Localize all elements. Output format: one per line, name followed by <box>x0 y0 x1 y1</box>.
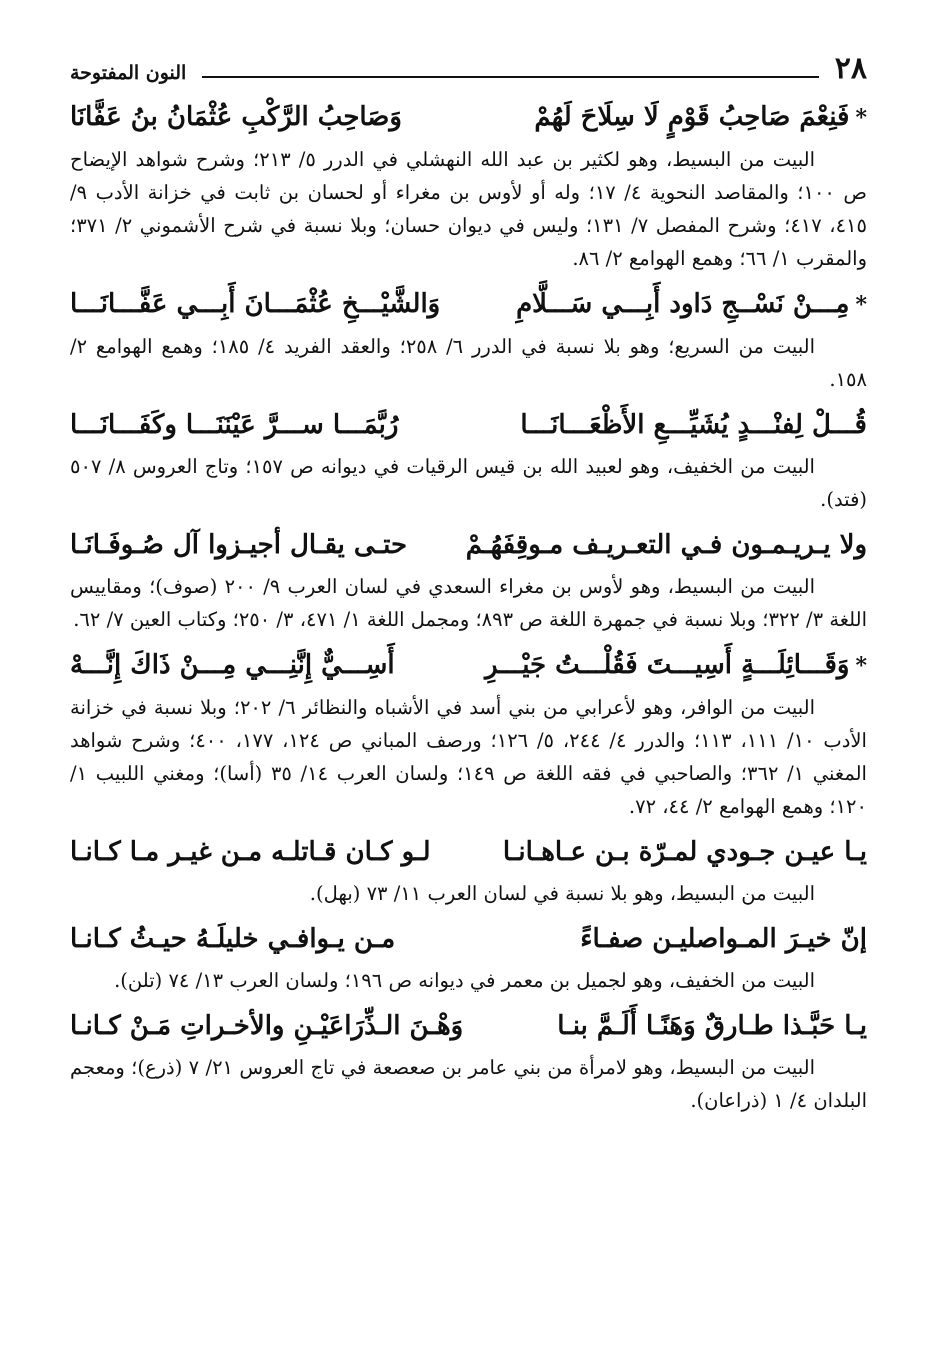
verse-first-hemistich: وَقَـــائِلَـــةٍ أَسِيـــتَ فَقُلْـــتُ جَيْـــرِ <box>485 650 850 680</box>
verse-first-hemistich: قُـــلْ لِفنْـــدٍ يُشَيِّـــعِ الأَظْعَـــانَـــا <box>520 410 867 440</box>
verse-entry <box>70 642 867 823</box>
verse-line <box>70 94 867 141</box>
verse-commentary: البيت من البسيط، وهو بلا نسبة في لسان العرب ١١/ ٧٣ (بهل). <box>309 882 815 905</box>
verse-second-hemistich: حتـى يقـال أجيـزوا آل صُـوفَـانَـا <box>70 530 408 560</box>
verse-line <box>70 1003 867 1049</box>
verse-second-hemistich: وَالشَّيْـــخِ عُثْمَـــانَ أَبِـــي عَفَّـــانَـــا <box>70 289 441 319</box>
verse-entry <box>70 916 867 997</box>
page-header <box>70 50 867 84</box>
verse-second-hemistich: مـن يـوافـي خليلَـهُ حيـثُ كـانـا <box>70 924 396 954</box>
verse-commentary: البيت من البسيط، وهو لكثير بن عبد الله النهشلي في الدرر ٥/ ٢١٣؛ وشرح شواهد الإيضاح ص ١٠٠؛ والمقاصد النحوية ٤/ ١٧؛ وله أو لأوس بن مغراء أو لحسان بن ثابت في خزانة الأدب ٩/ ٤١٥، ٤١٧؛ وشرح المفصل ٧/ ١٣١؛ وليس في ديوان حسان؛ وبلا نسبة في شرح الأشموني ٢/ ٣٧١؛ والمقرب ١/ ٦٦؛ وهمع الهوامع ٢/ ٨٦. <box>70 148 867 270</box>
header-rule <box>202 76 818 78</box>
star-marker: * <box>855 292 867 318</box>
verse-line <box>70 829 867 875</box>
verse-first-hemistich: ولا يـريـمـون فـي التعـريـف مـوقِفَهُـمْ <box>465 530 867 560</box>
verse-commentary: البيت من الخفيف، وهو لعبيد الله بن قيس الرقيات في ديوانه ص ١٥٧؛ وتاج العروس ٨/ ٥٠٧ (فتد). <box>70 455 867 511</box>
verse-entries <box>70 94 867 1117</box>
verse-first-hemistich: فَنِعْمَ صَاحِبُ قَوْمٍ لَا سِلَاحَ لَهُمْ <box>534 102 850 132</box>
verse-commentary: البيت من البسيط، وهو لامرأة من بني عامر بن صعصعة في تاج العروس ٢١/ ٧ (ذرع)؛ ومعجم البلدان ٤/ ١ (ذراعان). <box>70 1056 867 1112</box>
verse-first-hemistich: يـا حَبَّـذا طـارقٌ وَهَنًـا أَلَـمَّ بنـا <box>557 1011 867 1041</box>
verse-commentary: البيت من الخفيف، وهو لجميل بن معمر في ديوانه ص ١٩٦؛ ولسان العرب ١٣/ ٧٤ (تلن). <box>114 969 815 992</box>
verse-entry <box>70 281 867 396</box>
star-marker: * <box>855 105 867 131</box>
verse-entry <box>70 1003 867 1117</box>
verse-line <box>70 281 867 328</box>
verse-entry <box>70 94 867 275</box>
verse-commentary: البيت من الوافر، وهو لأعرابي من بني أسد في الأشباه والنظائر ٦/ ٢٠٢؛ وبلا نسبة في خزانة الأدب ١٠/ ١١١، ١١٣؛ والدرر ٤/ ٢٤٤، ٥/ ١٢٦؛ ورصف المباني ص ١٢٤، ١٧٧، ٤٠٠؛ وشرح شواهد المغني ١/ ٣٦٢؛ والصاحبي في فقه اللغة ص ١٤٩؛ ولسان العرب ١٤/ ٣٥ (أسا)؛ ومغني اللبيب ١/ ١٢٠؛ وهمع الهوامع ٢/ ٤٤، ٧٢. <box>70 696 867 818</box>
verse-commentary: البيت من السريع؛ وهو بلا نسبة في الدرر ٦/ ٢٥٨؛ والعقد الفريد ٤/ ١٨٥؛ وهمع الهوامع ٢/ ١٥٨. <box>70 335 867 391</box>
verse-second-hemistich: وَصَاحِبُ الرَّكْبِ عُثْمَانُ بنُ عَفَّانَا <box>70 102 402 132</box>
verse-first-hemistich: مِـــنْ نَسْــجِ دَاود أَبِـــي سَـــلَّامِ <box>516 289 850 319</box>
verse-first-hemistich: يـا عيـن جـودي لمـرّة بـن عـاهـانـا <box>502 837 867 867</box>
running-title: النون المفتوحة <box>70 62 187 84</box>
verse-commentary: البيت من البسيط، وهو لأوس بن مغراء السعدي في لسان العرب ٩/ ٢٠٠ (صوف)؛ ومقاييس اللغة ٣/ ٣٢٢؛ وبلا نسبة في جمهرة اللغة ص ٨٩٣؛ ومجمل اللغة ١/ ٤٧١، ٣/ ٢٥٠؛ وكتاب العين ٧/ ٦٢. <box>70 575 867 631</box>
verse-second-hemistich: وَهْـنَ الـذِّرَاعَيْـنِ والأخـراتِ مَـنْ كـانـا <box>70 1011 464 1041</box>
verse-second-hemistich: لـو كـان قـاتلـه مـن غيـر مـا كـانـا <box>70 837 431 867</box>
verse-entry <box>70 522 867 636</box>
verse-entry <box>70 829 867 910</box>
verse-line <box>70 522 867 568</box>
verse-second-hemistich: أَسِـــيٌّ إِنَّنِـــي مِـــنْ ذَاكَ إِنَّـــهْ <box>70 650 395 680</box>
verse-line <box>70 916 867 962</box>
verse-entry <box>70 402 867 516</box>
page-number: ٢٨ <box>834 51 867 86</box>
verse-line <box>70 642 867 689</box>
verse-line <box>70 402 867 448</box>
verse-second-hemistich: رُبَّمَـــا ســـرَّ عَيْنَنَـــا وكَفَـــانَـــا <box>70 410 399 440</box>
star-marker: * <box>855 653 867 679</box>
verse-first-hemistich: إنّ خيـرَ المـواصليـن صفـاءً <box>580 924 867 954</box>
